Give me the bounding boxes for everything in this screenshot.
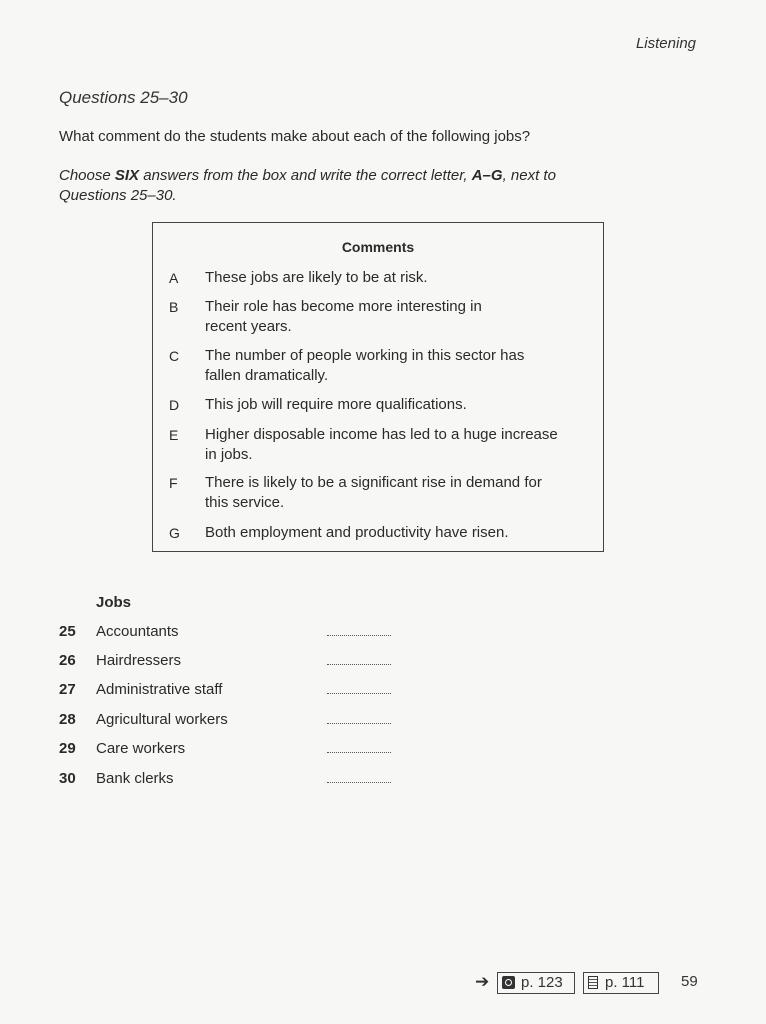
questions-heading: Questions 25–30	[59, 88, 188, 107]
question-number: 29	[59, 740, 76, 757]
job-name: Accountants	[96, 623, 179, 640]
answer-blank[interactable]	[327, 752, 391, 753]
choose-instruction: Choose SIX answers from the box and write the correct letter, A–G, next to Questions 25–30.	[59, 167, 556, 204]
answer-blank[interactable]	[327, 693, 391, 694]
arrow-right-icon: ➔	[475, 972, 490, 991]
option-text: There is likely to be a significant rise in demand for this service.	[205, 474, 542, 511]
job-row-28	[59, 711, 399, 731]
question-number: 25	[59, 623, 76, 640]
answer-blank[interactable]	[327, 635, 391, 636]
job-row-26	[59, 652, 399, 672]
comments-title: Comments	[341, 239, 415, 255]
option-text: Higher disposable income has led to a huge increase in jobs.	[205, 426, 558, 463]
question-number: 28	[59, 711, 76, 728]
question-number: 26	[59, 652, 76, 669]
job-name: Administrative staff	[96, 681, 223, 698]
option-text: The number of people working in this sector has fallen dramatically.	[205, 347, 525, 384]
option-text: Their role has become more interesting in recent years.	[205, 298, 482, 335]
job-name: Care workers	[96, 740, 186, 757]
option-letter: E	[169, 427, 179, 443]
section-label: Listening	[635, 35, 696, 52]
audio-script-icon	[502, 976, 515, 989]
jobs-heading: Jobs	[96, 594, 132, 611]
answer-blank[interactable]	[327, 723, 391, 724]
comments-box	[152, 222, 604, 552]
answer-key-icon	[588, 976, 598, 989]
option-text: This job will require more qualifications.	[205, 396, 467, 413]
job-row-25	[59, 623, 399, 643]
question-number: 30	[59, 770, 76, 787]
option-letter: A	[169, 270, 179, 286]
answer-key-reference[interactable]: p. 111	[583, 972, 659, 994]
option-letter: B	[169, 299, 179, 315]
option-letter: F	[169, 475, 178, 491]
option-letter: G	[169, 525, 180, 541]
answer-blank[interactable]	[327, 782, 391, 783]
option-letter: D	[169, 397, 180, 413]
question-instruction: What comment do the students make about each of the following jobs?	[59, 128, 531, 145]
job-name: Hairdressers	[96, 652, 182, 669]
page-number: 59	[681, 973, 698, 990]
answer-blank[interactable]	[327, 664, 391, 665]
option-text: These jobs are likely to be at risk.	[205, 269, 428, 286]
job-name: Agricultural workers	[96, 711, 228, 728]
option-text: Both employment and productivity have risen.	[205, 524, 509, 541]
job-row-30	[59, 770, 399, 790]
job-row-27	[59, 681, 399, 701]
question-number: 27	[59, 681, 76, 698]
audio-script-reference[interactable]: p. 123	[497, 972, 575, 994]
job-name: Bank clerks	[96, 770, 174, 787]
option-letter: C	[169, 348, 180, 364]
job-row-29	[59, 740, 399, 760]
